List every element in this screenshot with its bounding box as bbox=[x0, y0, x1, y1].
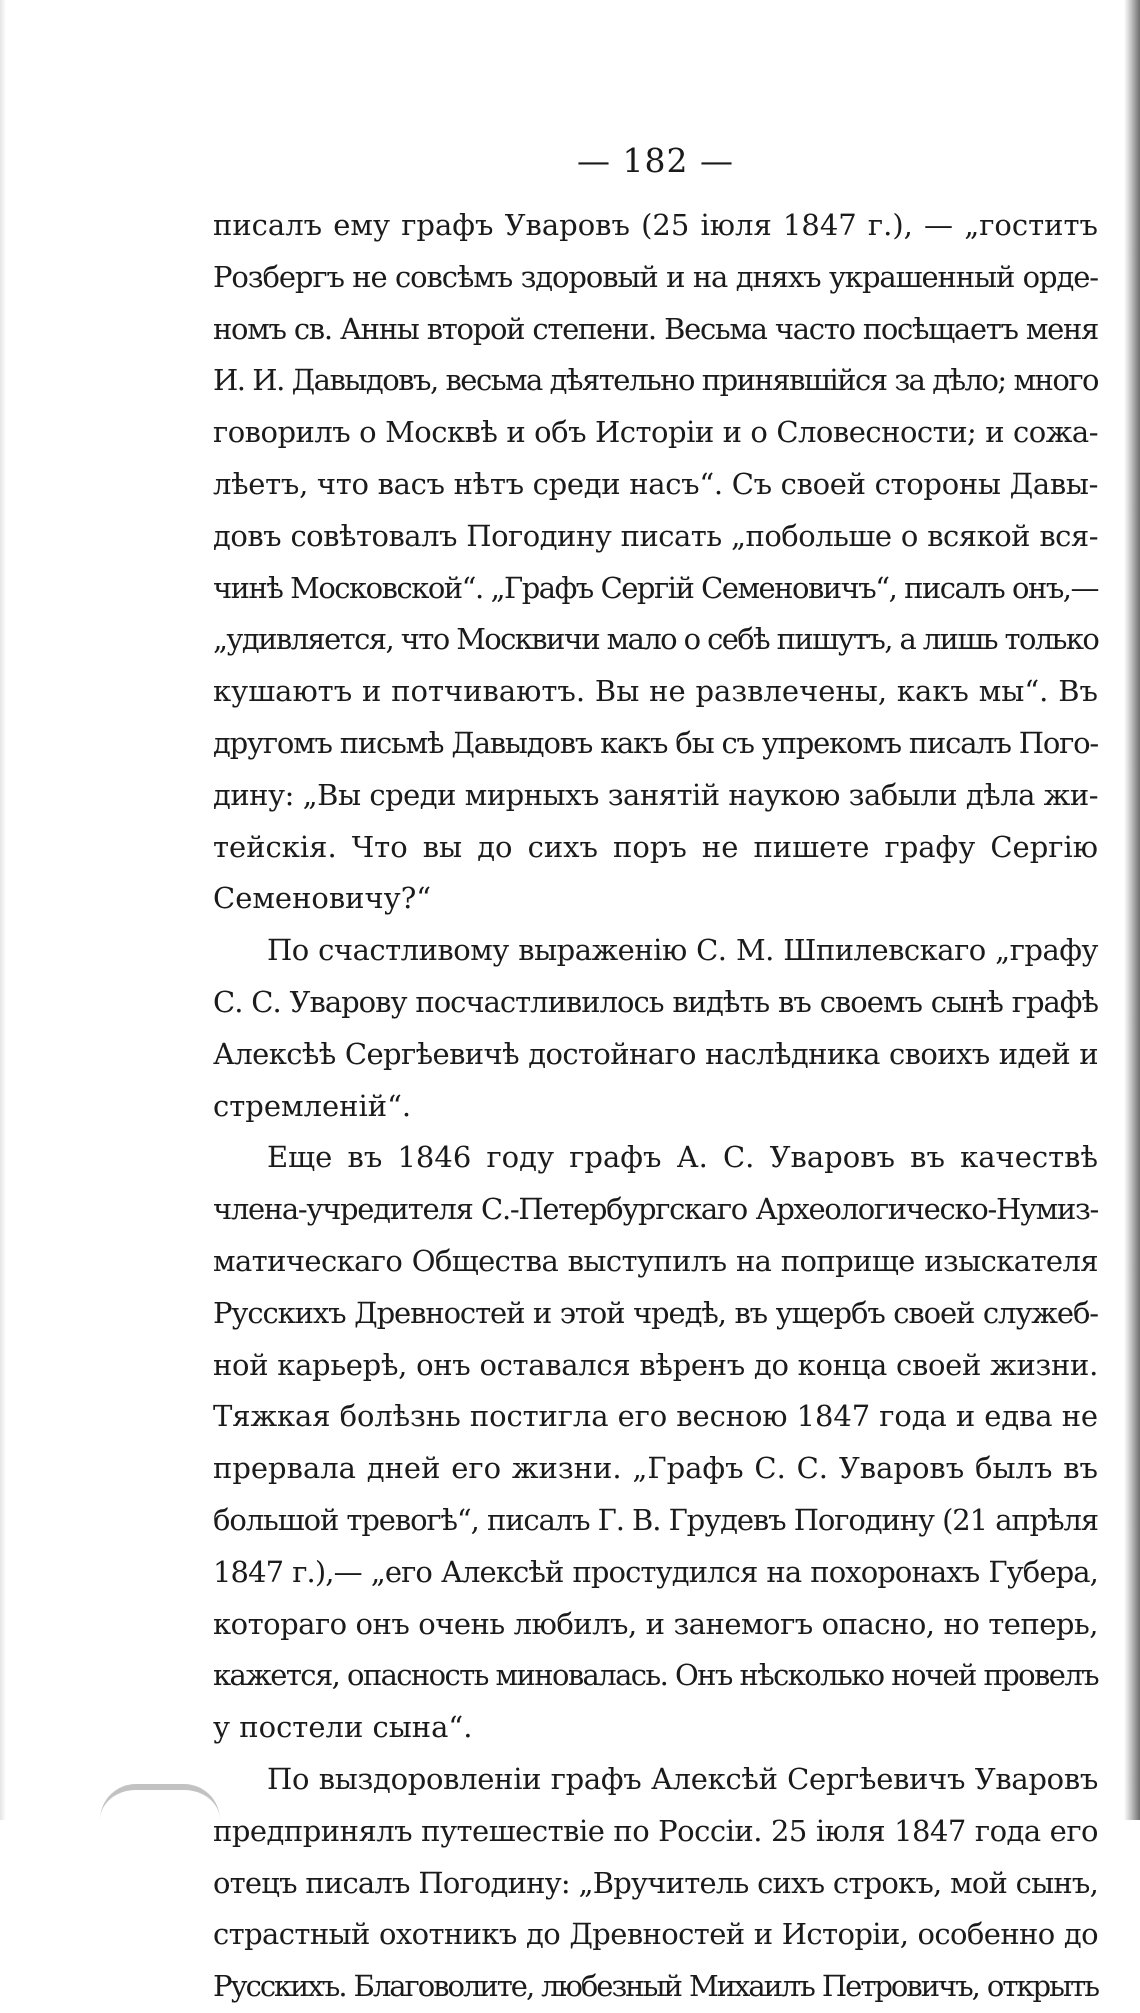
text-line: у постели сына“. bbox=[213, 1710, 473, 1745]
text-line: матическаго Общества выступилъ на поприще изыскателя bbox=[213, 1243, 1098, 1278]
text-line: лѣетъ, что васъ нѣтъ среди насъ“. Съ своей стороны Давы- bbox=[213, 466, 1099, 501]
text-line: С. С. Уварову посчастливилось видѣть въ своемъ сынѣ графѣ bbox=[213, 984, 1098, 1019]
text-line: члена-учредителя С.-Петербургскаго Археологическо-Нумиз- bbox=[213, 1192, 1098, 1227]
text-line: Русскихъ Древностей и этой чредѣ, въ ущербъ своей служеб- bbox=[213, 1295, 1098, 1330]
text-line: писалъ ему графъ Уваровъ (25 іюля 1847 г.), — „гоститъ bbox=[213, 208, 1098, 242]
text-line: предпринялъ путешествіе по Россіи. 25 іюля 1847 года его bbox=[213, 1813, 1098, 1848]
text-line: довъ совѣтовалъ Погодину писать „побольше о всякой вся- bbox=[213, 518, 1098, 553]
book-page bbox=[213, 136, 1098, 2013]
text-line: страстный охотникъ до Древностей и Исторіи, особенно до bbox=[213, 1917, 1098, 1952]
text-line: тейскія. Что вы до сихъ поръ не пишете графу Сергію bbox=[213, 829, 1098, 864]
text-line: „удивляется, что Москвичи мало о себѣ пишутъ, а лишь только bbox=[213, 622, 1099, 657]
text-line: прервала дней его жизни. „Графъ С. С. Уваровъ былъ въ bbox=[213, 1451, 1098, 1486]
text-line: Розбергъ не совсѣмъ здоровый и на дняхъ украшенный орде- bbox=[213, 259, 1098, 294]
text-line: говорилъ о Москвѣ и объ Исторіи и о Словесности; и сожа- bbox=[213, 415, 1098, 450]
text-line: Семеновичу?“ bbox=[213, 881, 432, 916]
page-left-edge bbox=[0, 0, 6, 1820]
text-line: Еще въ 1846 году графъ А. С. Уваровъ въ качествѣ bbox=[267, 1140, 1098, 1175]
page-right-edge-shadow bbox=[1124, 0, 1140, 1820]
binding-mark bbox=[100, 1784, 220, 1820]
text-line: кушаютъ и потчиваютъ. Вы не развлечены, какъ мы“. Въ bbox=[213, 674, 1098, 709]
text-line: По выздоровленіи графъ Алексѣй Сергѣевичъ Уваровъ bbox=[267, 1761, 1098, 1796]
text-line: Русскихъ. Благоволите, любезный Михаилъ Петровичъ, открыть bbox=[213, 1969, 1098, 2004]
text-line: ной карьерѣ, онъ оставался вѣренъ до конца своей жизни. bbox=[213, 1347, 1098, 1382]
text-line: Тяжкая болѣзнь постигла его весною 1847 года и едва не bbox=[213, 1399, 1098, 1434]
page-text bbox=[213, 200, 1098, 2013]
text-line: большой тревогѣ“, писалъ Г. В. Грудевъ Погодину (21 апрѣля bbox=[213, 1502, 1098, 1537]
page-number: — 182 — bbox=[577, 141, 734, 180]
text-line: По счастливому выраженію С. М. Шпилевскаго „графу bbox=[267, 933, 1098, 968]
text-line: 1847 г.),— „его Алексѣй простудился на похоронахъ Губера, bbox=[213, 1554, 1098, 1589]
text-line: чинѣ Московской“. „Графъ Сергій Семеновичъ“, писалъ онъ,— bbox=[213, 570, 1098, 605]
text-line: котораго онъ очень любилъ, и занемогъ опасно, но теперь, bbox=[213, 1606, 1098, 1641]
text-line: И. И. Давыдовъ, весьма дѣятельно принявшійся за дѣло; много bbox=[213, 363, 1098, 398]
text-line: отецъ писалъ Погодину: „Вручитель сихъ строкъ, мой сынъ, bbox=[213, 1865, 1098, 1900]
text-line: Алексѣѣ Сергѣевичѣ достойнаго наслѣдника своихъ идей и bbox=[213, 1036, 1098, 1071]
text-line: стремленій“. bbox=[213, 1088, 412, 1123]
text-line: дину: „Вы среди мирныхъ занятій наукою забыли дѣла жи- bbox=[213, 777, 1098, 812]
text-line: кажется, опасность миновалась. Онъ нѣсколько ночей провелъ bbox=[213, 1658, 1098, 1693]
text-line: номъ св. Анны второй степени. Весьма часто посѣщаетъ меня bbox=[213, 311, 1098, 346]
text-line: другомъ письмѣ Давыдовъ какъ бы съ упрекомъ писалъ Пого- bbox=[213, 725, 1098, 760]
